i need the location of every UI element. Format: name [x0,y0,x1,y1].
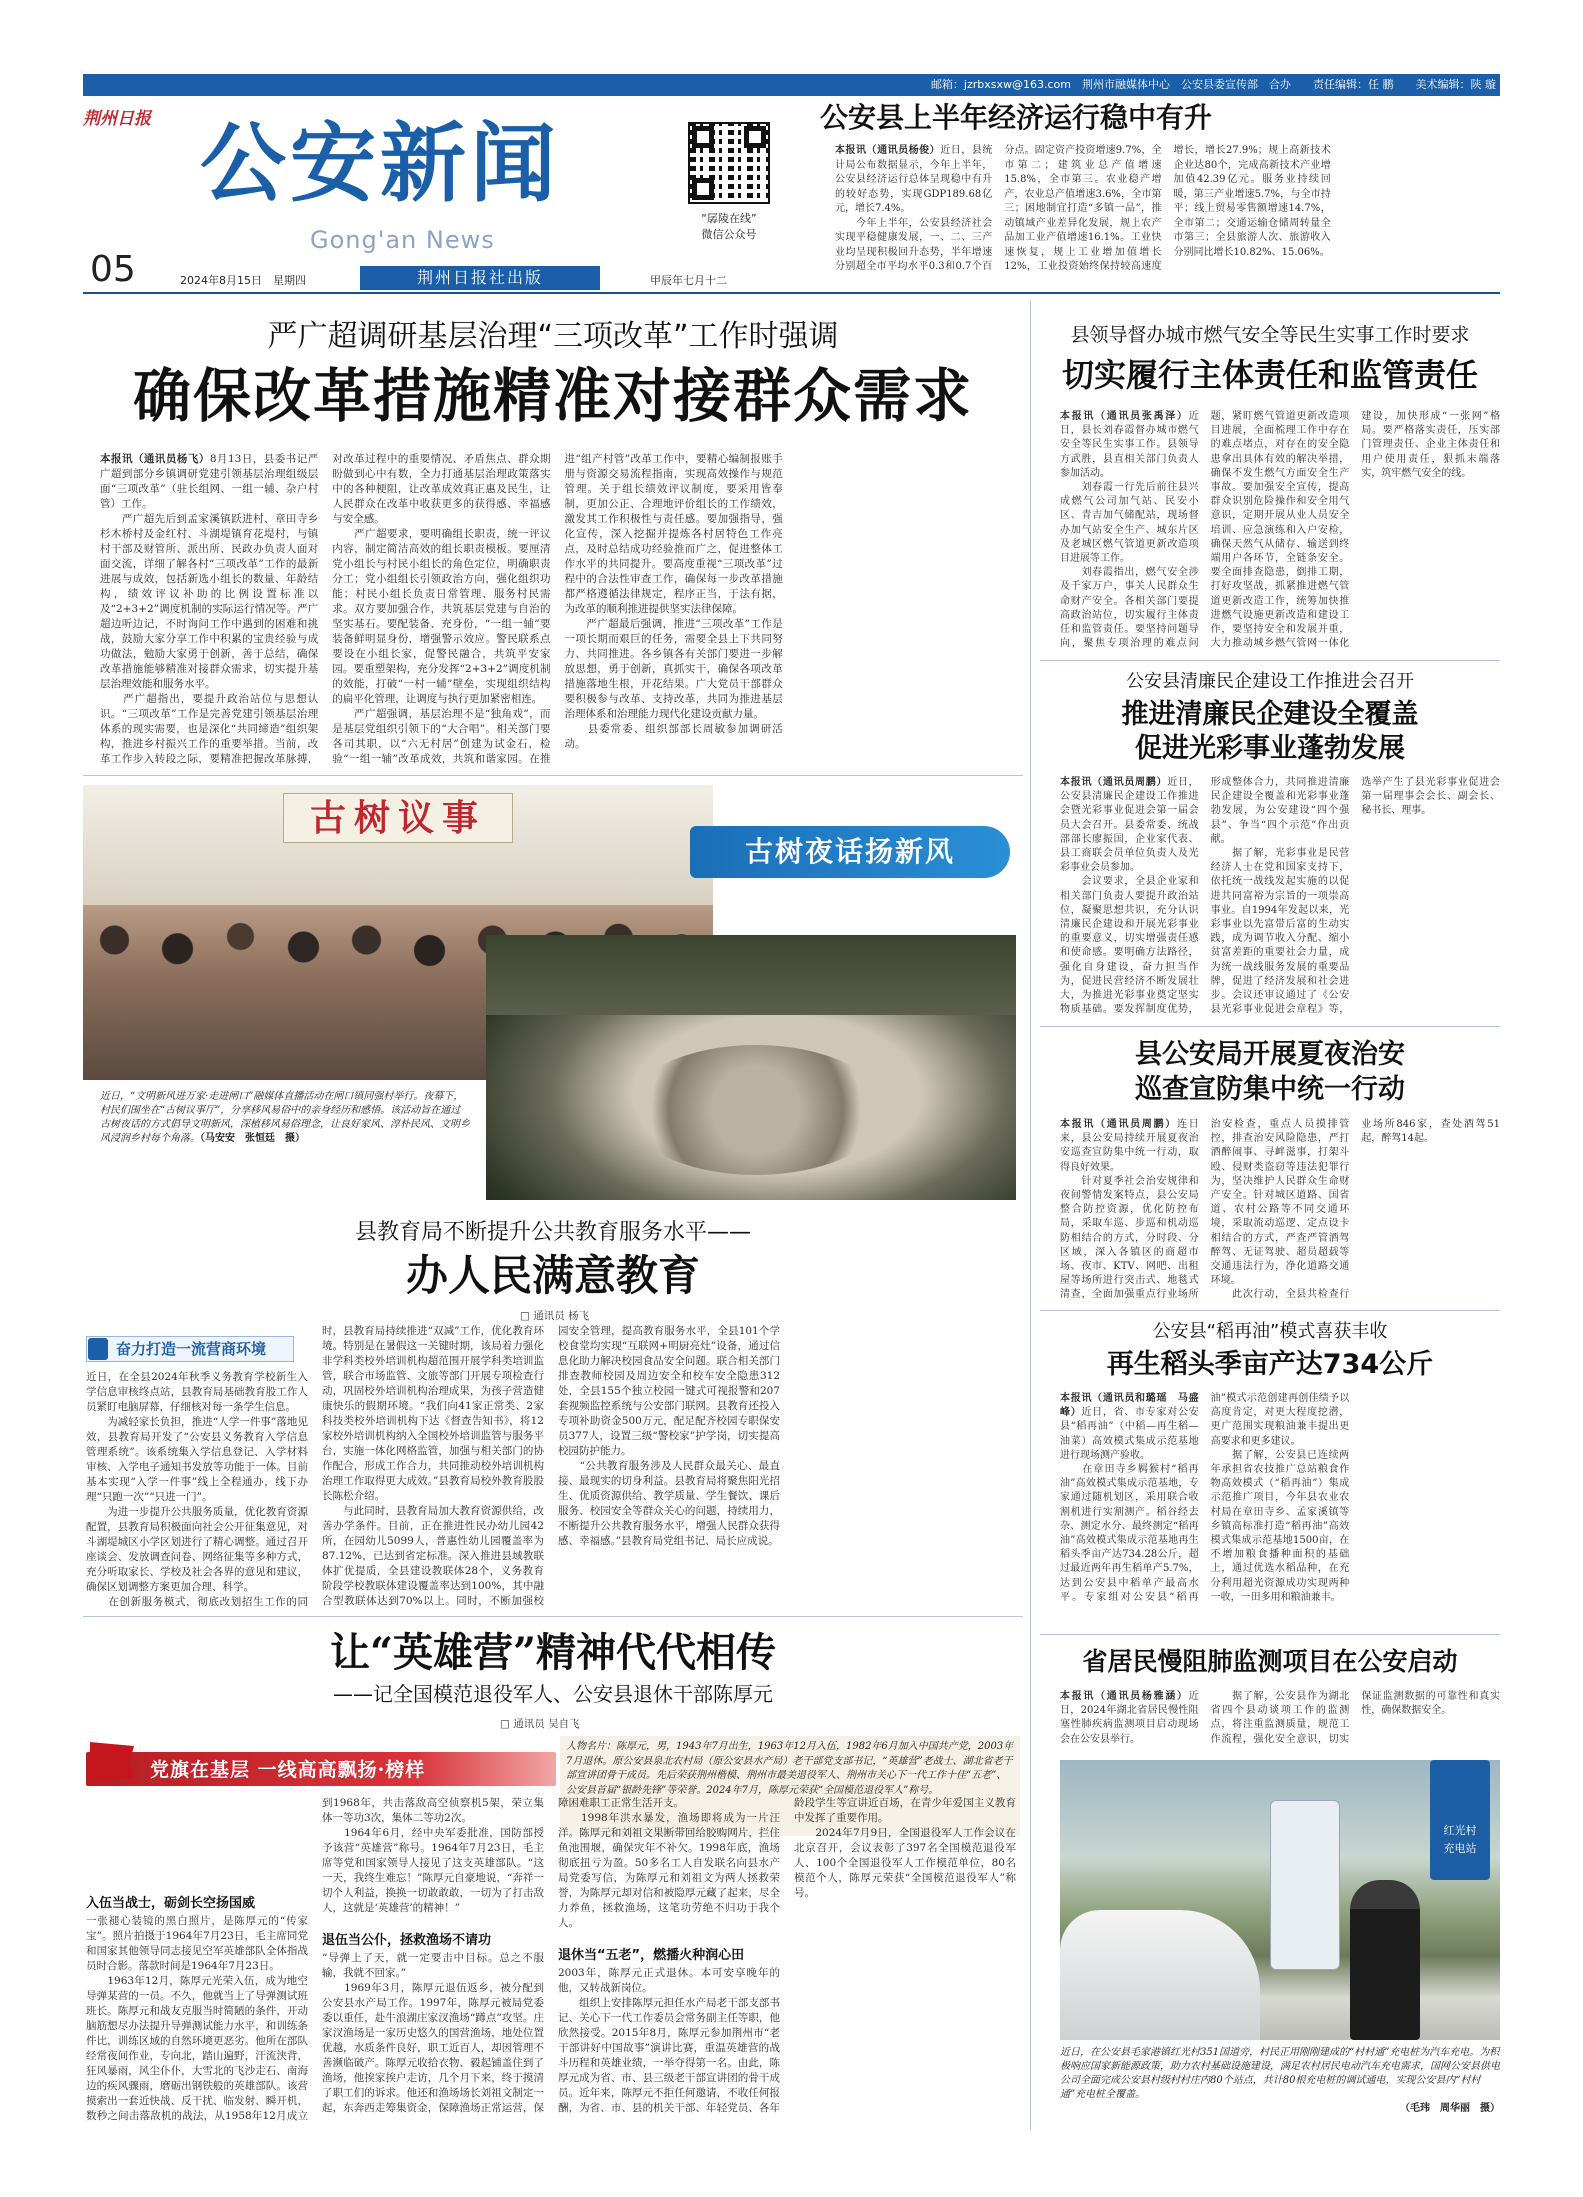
hero-body [86,1796,1016,2126]
economy-text: 近日，县统计局公布数据显示，今年上半年，公安县经济运行总体呈现稳中有升的较好态势，实现GDP189.68亿元，增长7.4%。 今年上半年，公安县经济社会实现平稳健康发展，一、二、三产业均呈现积极回升态势，半年增速分别超全市平均水平0.3和0.7个百分点。固定资产投资增速9.7%，全市第二；建筑业总产值增速15.8%，全市第三。农业稳产增产，农业总产值增速3.6%，全市第三；困地制宜打造“多镇一品”，推动镇域产业差异化发展，规上农产品加工业产值增速16.1%。工业快速恢复，规上工业增加值增长12%，工业投资始终保持较高速度增长，增长27.9%；规上高新技术企业达80个，完成高新技术产业增加值42.39亿元。服务业持续回暖，第三产业增速5.7%，与全市持平；线上贸易零售额增速14.7%，全市第二；交通运输仓储周转量全市第三；全县旅游人次、旅游收入分别同比增长10.82%、15.06%。 [835,145,1331,272]
hero-byline: □ 通讯员 吴自飞 [500,1718,580,1730]
economy-body [835,144,1500,284]
divider-edu [83,1616,1023,1617]
gas-body [1060,410,1500,652]
masthead-pinyin: Gong'an News [310,226,495,254]
rice-body [1060,1392,1500,1610]
charger-sign [1430,1760,1490,1880]
police-title-2: 巡查宣防集中统一行动 [1135,1074,1405,1105]
lung-title: 省居民慢阻肺监测项目在公安启动 [1082,1647,1458,1676]
clean-text: 近日，公安县清廉民企建设工作推进会暨光彩事业促进会第一届会员大会召开。县委常委、统战部部长廖振国，企业家代表、县工商联会员单位负责人及光彩事业会员参加。 会议要求，全县企业家和相关部门负责人要提升政治站位，凝聚思想共识，充分认识清廉民企建设和开展光彩事业的重要意义，切实增强责任感和使命感。要明确方法路径，强化自身建设，奋力担当作为，促进民营经济不断发展壮大，为推进光彩事业奠定坚实物质基础。要发挥制度优势，形成整体合力，共同推进清廉民企建设全覆盖和光彩事业蓬勃发展，为公安建设“四个强县”、争当“四个示范”作出贡献。 据了解，光彩事业是民营经济人士在党和国家支持下，依托统一战线发起实施的以促进共同富裕为宗旨的一项崇高事业。自1994年发起以来，光彩事业以先富带后富的生动实践，成为调节收入分配、缩小贫富差距的重要社会力量，成为统一战线服务发展的重要品牌，促进了经济发展和社会进步。会议还审议通过了《公安县光彩事业促进会章程》等，选举产生了县光彩事业促进会第一届理事会会长、副会长、秘书长、理事。 [1060,777,1500,1016]
qr-caption-1: “孱陵在线” [701,212,757,225]
page-number: 05 [90,249,136,290]
rice-kicker: 公安县“稻再油”模式喜获丰收 [1152,1321,1388,1342]
economy-lead: 本报讯（通讯员杨俊） [835,145,941,156]
photo-overlay-text: 古树夜话扬新风 [744,835,955,868]
photo2-credit: （毛玮 周华丽 摄） [1400,2103,1500,2114]
party-banner-text: 党旗在基层 一线高高飘扬·榜样 [150,1759,426,1781]
education-byline: □ 通讯员 杨飞 [520,1310,590,1322]
photo2-caption [1060,2046,1500,2116]
gas-kicker: 县领导督办城市燃气安全等民生实事工作时要求 [1070,324,1470,346]
village-photo-aerial [486,935,1016,1200]
rice-lead: 本报讯（通讯员和璐瑶 马盛峰） [1060,1393,1199,1419]
police-body [1060,1118,1500,1304]
lung-body [1060,1690,1500,1750]
lung-lead: 本报讯（通讯员杨雅涵） [1060,1691,1189,1702]
charger-sign-2: 充电站 [1443,1842,1477,1855]
hero-title: 让“英雄营”精神代代相传 [329,1629,776,1676]
education-title: 办人民满意教育 [405,1251,700,1300]
reform-lead: 本报讯（通讯员杨飞） [100,453,210,465]
police-lead: 本报讯（通讯员周鹏） [1060,1119,1177,1130]
photo2-caption-text: 近日，在公安县毛家港镇红光村351国道旁，村民正用刚刚建成的“村村通”充电桩为汽车充电。为积极响应国家新能源政策，助力农村基础设施建设，满足农村居民电动汽车充电需求，国网公安县供电公司全面完成公安县村级村村庄内80个站点，共计80根充电桩的调试通电，实现公安县内“村村通”充电桩全覆盖。 [1060,2047,1500,2100]
police-text: 连日来，县公安局持续开展夏夜治安巡查宣防集中统一行动，取得良好效果。 针对夏季社会治安规律和夜间警情发案特点，县公安局整合防控资源，优化防控布局，采取车巡、步巡和机动巡防相结合的方式，分时段、分区域，深入各镇区的商超市场、夜市、KTV、网吧、出租屋等场所进行突击式、地毯式清查，全面加强重点行业场所治安检查，重点人员摸排管控，排查治安风险隐患，严打酒醉闹事、寻衅滋事，打架斗殴、侵财类盗窃等违法犯罪行为，坚决维护人民群众生命财产安全。针对城区道路、国省道、农村公路等不同交通环境，采取流动巡逻、定点设卡相结合的方式，严查严管酒驾醉驾、无证驾驶、超员超载等交通违法行为，净化道路交通环境。 此次行动，全县共检查行业场所846家，查处酒驾51起，醉驾14起。 [1060,1119,1500,1301]
divider-clean [1040,1026,1500,1027]
party-flag-icon [90,1742,134,1782]
car [1060,1910,1260,2040]
hero-body-spacer [86,1826,308,1864]
qr-caption-2: 微信公众号 [701,228,757,241]
police-title-1: 县公安局开展夏夜治安 [1135,1039,1405,1070]
photo1-credit: （马安安 张恒廷 摄） [200,1133,305,1144]
reform-title: 确保改革措施精准对接群众需求 [132,362,973,430]
paper-logo: 荆州日报 [83,109,151,129]
gas-title: 切实履行主体责任和监管责任 [1061,356,1478,394]
clean-lead: 本报讯（通讯员周鹏） [1060,777,1168,788]
lunar-date: 甲辰年七月十二 [650,274,727,287]
photo1-caption [100,1090,470,1146]
charger-post [1270,1800,1340,1970]
business-label: 奋力打造一流营商环境 [116,1340,267,1358]
hero-text-c: 2003年，陈厚元正式退休。本可安享晚年的他，又转战新岗位。 组织上安排陈厚元担任水产局老干部支部书记、关心下一代工作委员会常务副主任等职，他欣然接受。2015年8月，陈厚元参加荆州市“老干部讲好中国故事”演讲比赛，重温英雄营的战斗历程和英雄业绩，一举夺得第一名。由此，陈厚元成为省、市、县三级老干部宣讲团的骨干成员。近年来，陈厚元不拒任何邀请，不收任何报酬，为省、市、县的机关干部、年轻党员、各年龄段学生等宣讲近百场，在青少年爱国主义教育中发挥了重要作用。 2024年7月9日，全国退役军人工作会议在北京召开，会议表彰了397名全国模范退役军人、100个全国退役军人工作模范单位，80名模范个人，陈厚元荣获“全国模范退役军人”称号。 [558,1797,1016,2114]
gas-text: 近日，县长刘春霞督办城市燃气安全等民生实事工作。县领导方武胜，县直相关部门负责人参加活动。 刘春霞一行先后前往县兴成燃气公司加气站、民安小区、青吉加气储配站，现场督办加气站安全生产、城东片区及老城区燃气管道更新改造项目进展等工作。 刘春霞指出，燃气安全涉及千家万户，事关人民群众生命财产安全。各相关部门要提高政治站位，切实履行主体责任和监管责任。要坚持问题导向，聚焦专项治理的难点问题，紧盯燃气管道更新改造项目进展，全面梳理工作中存在的难点堵点，对存在的安全隐患拿出具体有效的解决举措，确保不发生燃气方面安全生产事故。要加强安全宣传，提高群众识别危险操作和安全用气意识，定期开展从业人员安全培训、应急演练和入户安检，确保天然气从储存、输送到终端用户各环节，全链条安全。要全面排查隐患，倒排工期，打好攻坚战，抓紧推进燃气管道更新改造工作，统筹加快推进燃气设施更新改造和建设工作，要坚持安全和发展并重，大力推动城乡燃气管网一体化建设，加快形成“一张网”格局。要严格落实责任，压实部门管理责任、企业主体责任和用户使用责任，狠抓末端落实，筑牢燃气安全的线。 [1060,411,1500,650]
aerial-roofs [486,935,1016,1015]
education-text: 近日，在全县2024年秋季义务教育学校新生入学信息审核终点站，县教育局基础教育股工作人员紧盯电脑屏幕，仔细核对每一条学生信息。 为减轻家长负担，推进“人学一件事”落地见效，县教育局开发了“公安县义务教育入学信息管理系统”。该系统集入学信息登记、入学材料审核、入学电子通知书发放等功能于一体。目前基本实现“入学一件事”线上全程通办，线下办理“只跑一次”“只进一门”。 为进一步提升公共服务质量，优化教育资源配置，县教育局积极面向社会公开征集意见，对斗湖堤城区小学区划进行了精心调整。通过召开座谈会、发放调查问卷、网络征集等多种方式，充分听取家长、学校及社会各界的意见和建议，确保区划调整方案更加合理、科学。 在创新服务模式，彻底改划招生工作的同时，县教育局持续推进“双减”工作，优化教育环境。特别是在暑假这一关键时期，该局着力强化非学科类校外培训机构超范围开展学科类培训监管，联合市场监管、文旅等部门开展专项检查行动，巩固校外培训机构治理成果，为孩子营造健康快乐的假期环境。“我们向41家正常类、2家科技类校外培训机构下达《督查告知书》，将12家校外培训机构纳入全国校外培训监管与服务平台，实施一体化网格监管，加强与相关部门的协作配合，形成工作合力，共同推动校外培训机构治理工作取得更大成效。”县教育局校外教育股股长陈松介绍。 与此同时，县教育局加大教育资源供给，改善办学条件。目前，正在推进性民办幼儿园42所，在园幼儿5099人，普惠性幼儿园覆盖率为87.12%，已达到省定标准。深入推进县域教联体扩优提质，全县建设教联体28个，义务教育阶段学校教联体建设覆盖率达到100%，其中融合型教联体达到70%以上。同时，不断加强校园安全管理，提高教育服务水平，全县101个学校食堂均实现“互联网+明厨亮灶”设备，通过信息化助力解决校园食品安全问题。联合相关部门排查教师校园及周边安全和校车安全隐患312处，全县155个独立校园一键式可视报警和207套视频监控系统与公安部门联网。县教育还投入专项补助资金500万元，配足配齐校园专职保安员377人，设置三级“警校家”护学岗，切实提高校园防护能力。 “公共教育服务涉及人民群众最关心、最直接、最现实的切身利益。县教育局将聚焦阳光招生、优质资源供给、教学质量、学生餐饮、课后服务、校园安全等群众关心的问题，持续用力，不断提升公共教育服务水平，增强人民群众获得感、幸福感。”县教育局党组书记、局长应成说。 [86,1325,780,1608]
education-body [86,1324,1016,1612]
clean-title-1: 推进清廉民企建设全覆盖 [1121,699,1419,730]
divider-police [1040,1310,1500,1311]
masthead-title: 公安新闻 [200,113,560,214]
hero-heading-b: 退伍当公仆，拯救渔场不请功 [322,1933,492,1948]
hero-text-a: 一张褪心装镜的黑白照片，是陈厚元的“传家宝”。照片拍摄于1964年7月23日，毛主席同党和国家其他领导同志接见空军英雄部队全体指战员时合影。落款时间是1964年7月23日。 1963年12月，陈厚元光荣入伍，成为地空导弹某营的一员。不久，他就当上了导弹测试班班长。陈厚元和战友克服当时简陋的条件，开动脑筋想尽办法提升导弹测试能力水平，和训练条件比，训练区域的自然环境更恶劣。他所在部队经常夜间作业，专向北，踏山遍野，汗流浃背，狂风暴雨，风尘仆仆，大雪北的飞沙走石、南海边的疾风骤雨，磨砺出钢铁般的英雄部队。该营摸索出一套近快战、反干扰、临发射、瞬开机，数秒之间击落敌机的战法，从1958年12月成立到1968年，共击落敌高空侦察机5架，荣立集体一等功3次，集体二等功2次。 1964年6月，经中央军委批准，国防部授予该营“英雄营”称号。1964年7月23日，毛主席等党和国家领导人接见了这支英雄部队。“这一天，我终生难忘！”陈厚元自豪地说，“奔祥一切个人利益，换换一切敢敢敢，一切为了打击敌人，这就是‘英雄营’的精神！” [86,1797,544,2122]
gas-lead: 本报讯（通讯员张禹泽） [1060,411,1189,422]
hero-text-b: “导弹上了天，就一定要击中目标。总之不服输，我就不回家。” 1969年3月，陈厚元退伍返乡，被分配到公安县水产局工作。1997年，陈厚元被局党委委以重任，赴牛浪湖庄家汊渔场“蹲点”攻坚。庄家汊渔场是一家历史悠久的国营渔场，地处位置优越，水质条件良好，职工近百人，却因管理不善濒临破产。陈厚元收拾衣物、毅起铺盖住到了渔场，他挨家挨户走访，几个月下来，终于摸清了职工们的诉求。他还和渔场场长刘祖文制定一起，东奔西走筹集资金，保障渔场正常运营，保障困难职工正常生活开支。 1998年洪水暴发，渔场即将成为一片汪洋。陈厚元和刘祖文果断带回给胶购网片，拦住鱼池围堰，确保灾年不补欠。1998年底，渔场彻底扭亏为盈。50多名工人自发联名向县水产局党委写信，为陈厚元和刘祖文为两人拯救荣誉，为陈厚元却对信和被隐厚元藏了起来，尽全力养鱼，拯救渔场，这笔功劳绝不归功于我个人。 [322,1797,780,2114]
qr-corner-bl [692,178,714,200]
aerial-crowd [626,1045,886,1175]
clean-title-2: 促进光彩事业蓬勃发展 [1135,733,1405,764]
rice-text: 近日，省、市专家对公安县“稻再油”（中稻—再生稻—油菜）高效模式集成示范基地进行现场测产验收。 在章田寺乡羁猴村“稻再油”高效模式集成示范基地，专家通过随机划区，采用联合收割机进行实割测产。稻谷经去杂、测定水分、最终测定“稻再油”高效模式集成示范基地再生稻头季亩产达734.28公斤，超过最近两年再生稻单产5.7%，达到公安县中稻单产最高水平。专家组对公安县“稻再油”模式示范创建再创佳绩予以高度肯定，对更大程度挖潜，更广范围实现粮油兼丰提出更高要求和更多建议。 据了解，公安县已连续两年承担省农技推广总站粮食作物高效模式（“稻再油”）集成示范推广项目，今年县农业农村局在章田寺乡、孟家溪镇等乡镇高标准打造“稻再油”高效模式集成示范基地1500亩，在不增加粮食播种面积的基础上，通过优选水稻品种，在充分利用超光资源成功实现两种一收，一田多用和粮油兼丰。 [1060,1393,1350,1603]
hero-heading-c: 退休当“五老”，燃播火种润心田 [558,1948,745,1963]
charger-sign-1: 红光村 [1443,1824,1477,1837]
masthead-rule [83,292,1500,294]
reform-kicker: 严广超调研基层治理“三项改革”工作时强调 [267,319,839,354]
publisher: 荆州日报社出版 [416,268,543,287]
person [1350,1880,1420,2040]
hero-profile: 人物名片：陈厚元，男，1943年7月出生，1963年12月入伍，1982年6月加入中国共产党，2003年7月退休。原公安县泉北农村局（原公安县水产局）老干部党支部书记，“英雄营”老战士、湖北省老干部宣讲团骨干成员。先后荣获荆州楷模、荆州市最美退役军人、荆州市关心下一代工作十佳“五老”、公安县首届“银龄先锋”等荣誉。2024年7月，陈厚元荣获“全国模范退役军人”称号。 [566,1741,1014,1796]
photo1-caption-text: 近日，“文明新风进万家·走进闸口”融媒体直播活动在闸口镇同强村举行。夜幕下，村民们围坐在“古树议事厅”，分享移风易俗中的亲身经历和感悟。该活动旨在通过古树夜话的方式倡导文明新风，深植移风易俗理念，让良好家风、淳朴民风、文明乡风浸润乡村每个角落。 [100,1091,470,1144]
clean-body [1060,776,1500,1018]
qr-corner-tl [692,126,714,148]
hero-subtitle: ——记全国模范退役军人、公安县退休干部陈厚元 [333,1682,773,1706]
divider-rice [1040,1634,1500,1635]
divider-gas [1040,660,1500,661]
education-spacer [86,1324,308,1370]
divider-vertical [1030,300,1031,2130]
rice-title: 再生稻头季亩产达734公斤 [1106,1349,1434,1380]
divider-reform [83,775,1023,776]
economy-title: 公安县上半年经济运行稳中有升 [820,101,1213,134]
charging-photo [1060,1760,1500,2040]
reform-text: 8月13日，县委书记严广超到部分乡镇调研党建引领基层治理组级层面“三项改革”（驻长组网、一组一辅、杂户村管）工作。 严广超先后到孟家溪镇跃进村、章田寺乡杉木桥村及金红村、斗湖堤镇育花堤村，与镇村干部及财管所、派出所、民政办负责人面对面交流，详细了解各村“三项改革”工作的最新进展与成效，包括新选小组长的数量、年龄结构，绩效评议补助的比例设置标准以及“2+3+2”调度机制的实际运行情况等。严广超边听边记，不时询问工作中遇到的困难和挑战，鼓励大家分享工作中积累的宝贵经验与成功做法，勉励大家勇于创新，善于总结，确保改革措施能够精准对接群众需求，切实提升基层治理效能和服务水平。 严广超指出，要提升政治站位与思想认识。“三项改革”工作是完善党建引领基层治理体系的现实需要，也是深化“共同缔造”组织架构，推进乡村振兴工作的重要举措。当前，改革工作步入转段之际，要精准把握改革脉搏，对改革过程中的重要情况、矛盾焦点、群众期盼做到心中有数，全力打通基层治理政策落实中的各种梗阻，让改革成效真正惠及民生，让人民群众在改革中收获更多的获得感、幸福感与安全感。 严广超要求，要明确组长职责，统一评议内容，制定简洁高效的组长职责模板。要厘清党小组长与村民小组长的角色定位，明确职责分工；党小组组长引领政治方向，强化组织功能；村民小组长负责日常管理、服务村民需求。双方要加强合作，共筑基层党建与自治的坚实基石。要配装备、充身份，“一组一辅”要装备鲜明显身份，增强警示效应。警民联系点要设在小组长家，促警民融合，共筑平安家园。要重塑架构，充分发挥“2+3+2”调度机制的效能，打破“一村一辅”壁垒，实现组织结构的扁平化管理，让调度与执行更加紧密相连。 严广超强调，基层治理不是“独角戏”，而是基层党组织引领下的“大合唱”。相关部门要各司其职，以“六无村居”创建为试金石，检验“一组一辅”改革成效，共筑和谐家园。在推进“组产村管”改革工作中，要精心编制报账手册与资源交易流程指南，实现高效操作与规范管理。关于组长绩效评议制度，要采用皆奉制，更加公正、合理地评价组长的工作绩效，激发其工作积极性与责任感。要加强指导，强化宣传，深入挖掘并提炼各村居特色工作亮点，及时总结成功经验推而广之，促进整体工作水平的共同提升。要高度重视“三项改革”过程中的合法性审查工作，确保每一步改革措施都严格遵循法律规定，程序正当，于法有据，为改革的顺利推进提供坚实法律保障。 严广超最后强调，推进“三项改革”工作是一项长期而艰巨的任务，需要全县上下共同努力、共同推进。各乡镇各有关部门要进一步解放思想，勇于创新，真抓实干，确保各项改革措施落地生根，开花结果。广大党员干部群众要积极参与改革、支持改革，共同为推进基层治理体系和治理能力现代化建设贡献力量。 县委常委、组织部部长周敏参加调研活动。 [100,453,783,765]
reform-body [100,452,1015,770]
qr-corner-tr [744,126,766,148]
lung-text: 近日，2024年湖北省居民慢性阻塞性肺疾病监测项目启动现场会在公安县举行。 据了解，公安县作为湖北省四个县动谈项工作的监测点，将注重监测质量，规范工作流程，强化安全意识，切实保证监测数据的可靠性和真实性，确保数据安全。 [1060,1691,1500,1745]
sign-text: 古树议事 [309,797,486,839]
education-kicker: 县教育局不断提升公共教育服务水平—— [354,1220,751,1245]
top-bar-text: 邮箱：jzrbxsxw@163.com 荆州市融媒体中心 公安县委宣传部 合办 责任编辑：任 鹏 美术编辑：陕 璇 [930,78,1496,91]
issue-date: 2024年8月15日 星期四 [180,274,306,287]
hero-heading-a: 入伍当战士，砺剑长空扬国威 [86,1896,256,1911]
clean-kicker: 公安县清廉民企建设工作推进会召开 [1126,671,1414,692]
